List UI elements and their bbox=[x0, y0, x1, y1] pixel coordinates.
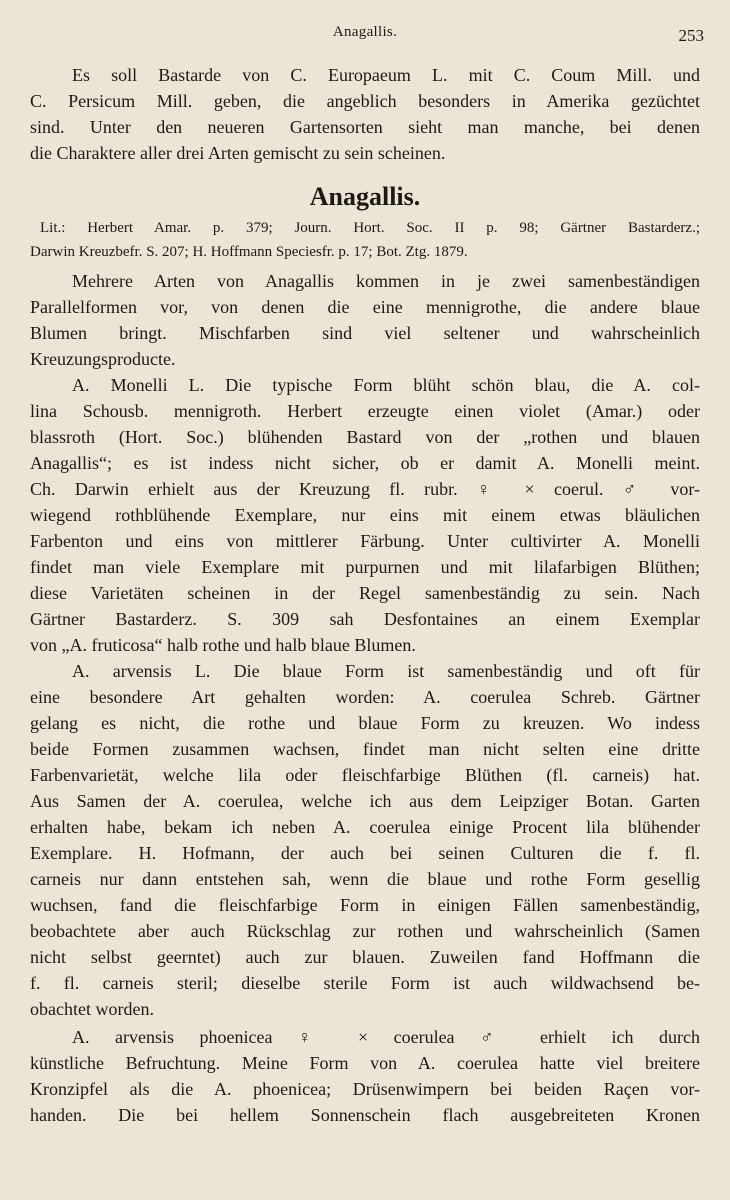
text-line: nicht selbst geerntet) auch zur blauen. Zuweilen fand Hoffmann die bbox=[30, 947, 700, 967]
text-line: gelang es nicht, die rothe und blaue Form zu kreuzen. Wo indess bbox=[30, 713, 700, 733]
text-line: A. Monelli L. Die typische Form blüht schön blau, die A. col- bbox=[72, 375, 700, 395]
text-line: Mehrere Arten von Anagallis kommen in je zwei samenbeständigen bbox=[72, 271, 700, 291]
text-line: obachtet worden. bbox=[30, 999, 154, 1019]
text-line: Farbenvarietät, welche lila oder fleischfarbige Blüthen (fl. carneis) hat. bbox=[30, 765, 700, 785]
page-body bbox=[30, 62, 700, 1128]
text-line: Kronzipfel als die A. phoenicea; Drüsenwimpern bei beiden Raçen vor- bbox=[30, 1079, 700, 1099]
page-header bbox=[0, 24, 730, 52]
text-line: Aus Samen der A. coerulea, welche ich aus dem Leipziger Botan. Garten bbox=[30, 791, 700, 811]
text-line: Parallelformen vor, von denen die eine mennigrothe, die andere blaue bbox=[30, 297, 700, 317]
text-line: f. fl. carneis steril; dieselbe sterile Form ist auch wildwachsend be- bbox=[30, 973, 700, 993]
text-line: sind. Unter den neueren Gartensorten sieht man manche, bei denen bbox=[30, 117, 700, 137]
text-line: Blumen bringt. Mischfarben sind viel seltener und wahrscheinlich bbox=[30, 323, 700, 343]
text-line: wuchsen, fand die fleischfarbige Form in einigen Fällen samenbeständig, bbox=[30, 895, 700, 915]
paragraph-2 bbox=[30, 372, 700, 658]
text-line: handen. Die bei hellem Sonnenschein flach ausgebreiteten Kronen bbox=[30, 1105, 700, 1125]
intro-paragraph bbox=[30, 62, 700, 166]
page-number: 253 bbox=[678, 26, 704, 45]
running-title: Anagallis. bbox=[332, 24, 398, 40]
text-line: lina Schousb. mennigroth. Herbert erzeugte einen violet (Amar.) oder bbox=[30, 401, 700, 421]
text-line: künstliche Befruchtung. Meine Form von A. coerulea hatte viel breitere bbox=[30, 1053, 700, 1073]
text-line: Es soll Bastarde von C. Europaeum L. mit C. Coum Mill. und bbox=[72, 65, 700, 85]
text-line: beobachtete aber auch Rückschlag zur rothen und wahrscheinlich (Samen bbox=[30, 921, 700, 941]
text-line: findet man viele Exemplare mit purpurnen und mit lilafarbigen Blüthen; bbox=[30, 557, 700, 577]
paragraph-3 bbox=[30, 658, 700, 1022]
literature-references bbox=[30, 216, 700, 264]
text-line: Anagallis“; es ist indess nicht sicher, ob er damit A. Monelli meint. bbox=[30, 453, 700, 473]
text-line: Ch. Darwin erhielt aus der Kreuzung fl. rubr. ♀ × coerul. ♂ vor- bbox=[30, 479, 700, 499]
text-line: wiegend rothblühende Exemplare, nur eins mit einem etwas bläulichen bbox=[30, 505, 700, 525]
text-line: erhalten habe, bekam ich neben A. coerulea einige Procent lila blühender bbox=[30, 817, 700, 837]
text-line: Gärtner Bastarderz. S. 309 sah Desfontaines an einem Exemplar bbox=[30, 609, 700, 629]
section-title: Anagallis. bbox=[309, 182, 421, 211]
literature-line: Lit.: Herbert Amar. p. 379; Journ. Hort. Soc. II p. 98; Gärtner Bastarderz.; bbox=[40, 220, 700, 236]
literature-line: Darwin Kreuzbefr. S. 207; H. Hoffmann Speciesfr. p. 17; Bot. Ztg. 1879. bbox=[30, 244, 468, 260]
text-line: eine besondere Art gehalten worden: A. coerulea Schreb. Gärtner bbox=[30, 687, 700, 707]
text-line: carneis nur dann entstehen sah, wenn die blaue und rothe Form gesellig bbox=[30, 869, 700, 889]
text-line: Kreuzungsproducte. bbox=[30, 349, 176, 369]
text-line: blassroth (Hort. Soc.) blühenden Bastard von der „rothen und blauen bbox=[30, 427, 700, 447]
paragraph-4 bbox=[30, 1024, 700, 1128]
text-line: A. arvensis L. Die blaue Form ist samenbeständig und oft für bbox=[72, 661, 700, 681]
text-line: Farbenton und eins von mittlerer Färbung. Unter cultivirter A. Monelli bbox=[30, 531, 700, 551]
text-line: Exemplare. H. Hofmann, der auch bei seinen Culturen die f. fl. bbox=[30, 843, 700, 863]
text-line: A. arvensis phoenicea ♀ × coerulea ♂ erhielt ich durch bbox=[72, 1027, 700, 1047]
text-line: beide Formen zusammen wachsen, findet man nicht selten eine dritte bbox=[30, 739, 700, 759]
text-line: die Charaktere aller drei Arten gemischt zu sein scheinen. bbox=[30, 143, 446, 163]
paragraph-1 bbox=[30, 268, 700, 372]
text-line: C. Persicum Mill. geben, die angeblich besonders in Amerika gezüchtet bbox=[30, 91, 700, 111]
text-line: diese Varietäten scheinen in der Regel samenbeständig zu sein. Nach bbox=[30, 583, 700, 603]
text-line: von „A. fruticosa“ halb rothe und halb blaue Blumen. bbox=[30, 635, 416, 655]
